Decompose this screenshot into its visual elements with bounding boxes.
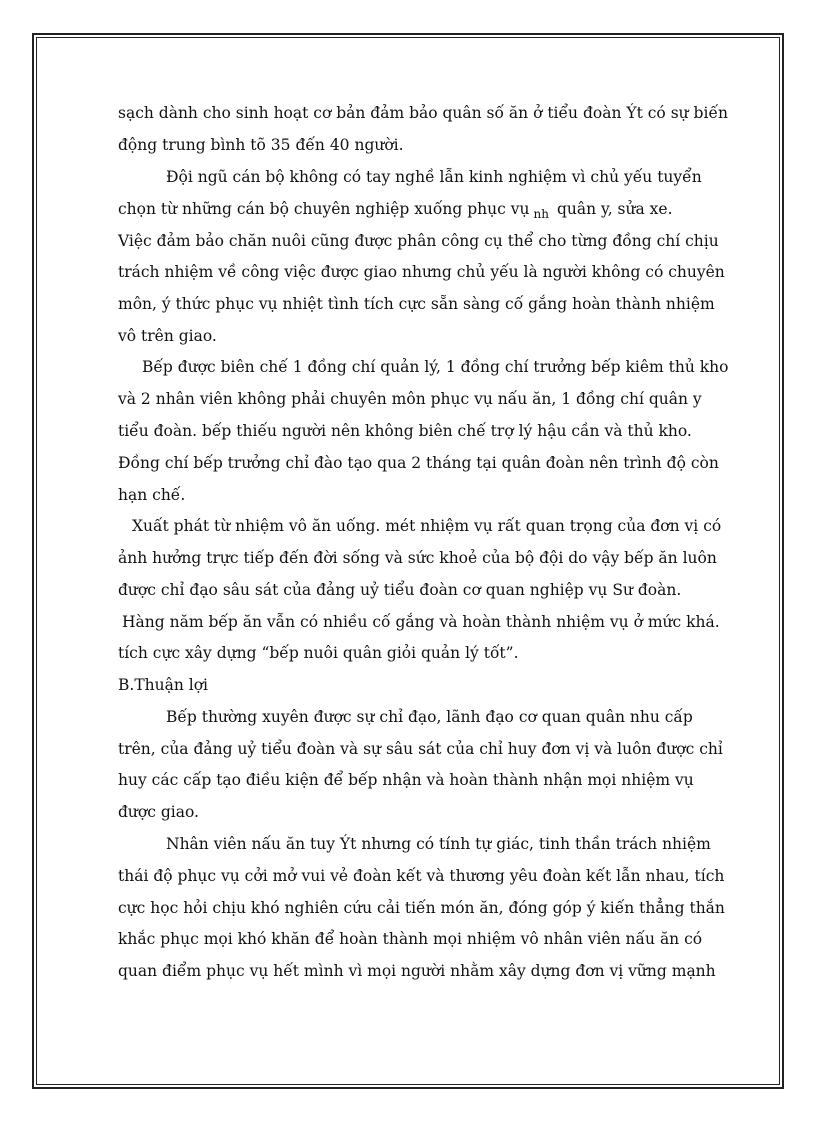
text-line: Nhân viên nấu ăn tuy Ýt nhưng có tính tự giác, tinh thần trách nhiệm xyxy=(166,835,711,853)
text-line: được giao. xyxy=(118,803,199,821)
text-line: sạch dành cho sinh hoạt cơ bản đảm bảo quân số ăn ở tiểu đoàn Ýt có sự biến xyxy=(118,104,728,122)
text-line: quan điểm phục vụ hết mình vì mọi người nhằm xây dựng đơn vị vững mạnh xyxy=(118,962,716,980)
text-line: khắc phục mọi khó khăn để hoàn thành mọi nhiệm vô nhân viên nấu ăn có xyxy=(118,930,703,948)
text-line: huy các cấp tạo điều kiện để bếp nhận và hoàn thành nhận mọi nhiệm vụ xyxy=(118,771,694,789)
text-line: Bếp thường xuyên được sự chỉ đạo, lãnh đạo cơ quan quân nhu cấp xyxy=(166,708,693,726)
text-line: cực học hỏi chịu khó nghiên cứu cải tiến món ăn, đóng góp ý kiến thẳng thắn xyxy=(118,899,725,917)
text-line: và 2 nhân viên không phải chuyên môn phục vụ nấu ăn, 1 đồng chí quân y xyxy=(118,390,702,408)
subscript-text: nh xyxy=(533,207,549,221)
text-segment: quân y, sửa xe. xyxy=(556,200,673,218)
text-line: trên, của đảng uỷ tiểu đoàn và sự sâu sát của chỉ huy đơn vị và luôn được chỉ xyxy=(118,740,723,758)
text-line: Đội ngũ cán bộ không có tay nghề lẫn kinh nghiệm vì chủ yếu tuyển xyxy=(166,168,702,186)
section-heading: B.Thuận lợi xyxy=(118,676,209,694)
text-line: Việc đảm bảo chăn nuôi cũng được phân công cụ thể cho từng đồng chí chịu xyxy=(118,232,719,250)
text-line: ảnh hưởng trực tiếp đến đời sống và sức khoẻ của bộ đội do vậy bếp ăn luôn xyxy=(118,549,717,567)
text-line: thái độ phục vụ cởi mở vui vẻ đoàn kết và thương yêu đoàn kết lẫn nhau, tích xyxy=(118,867,725,885)
text-line: trách nhiệm về công việc được giao nhưng chủ yếu là người không có chuyên xyxy=(118,263,725,281)
text-line: tiểu đoàn. bếp thiếu người nên không biên chế trợ lý hậu cần và thủ kho. xyxy=(118,422,692,440)
text-line: Hàng năm bếp ăn vẫn có nhiều cố gắng và hoàn thành nhiệm vụ ở mức khá. xyxy=(122,613,720,631)
text-line: môn, ý thức phục vụ nhiệt tình tích cực sẵn sàng cố gắng hoàn thành nhiệm xyxy=(118,295,715,313)
text-line: được chỉ đạo sâu sát của đảng uỷ tiểu đoàn cơ quan nghiệp vụ Sư đoàn. xyxy=(118,581,682,599)
text-line: Xuất phát từ nhiệm vô ăn uống. mét nhiệm vụ rất quan trọng của đơn vị có xyxy=(132,517,722,535)
text-line: động trung bình tõ 35 đến 40 người. xyxy=(118,136,404,154)
text-line: tích cực xây dựng “bếp nuôi quân giỏi quản lý tốt”. xyxy=(118,644,519,662)
text-line: hạn chế. xyxy=(118,486,186,504)
text-line: Bếp được biên chế 1 đồng chí quản lý, 1 đồng chí trưởng bếp kiêm thủ kho xyxy=(142,358,729,376)
text-line: vô trên giao. xyxy=(118,327,217,345)
text-line xyxy=(118,199,673,220)
text-segment: chọn từ những cán bộ chuyên nghiệp xuống phục vụ xyxy=(118,200,530,218)
text-line: Đồng chí bếp trưởng chỉ đào tạo qua 2 tháng tại quân đoàn nên trình độ còn xyxy=(118,454,719,472)
